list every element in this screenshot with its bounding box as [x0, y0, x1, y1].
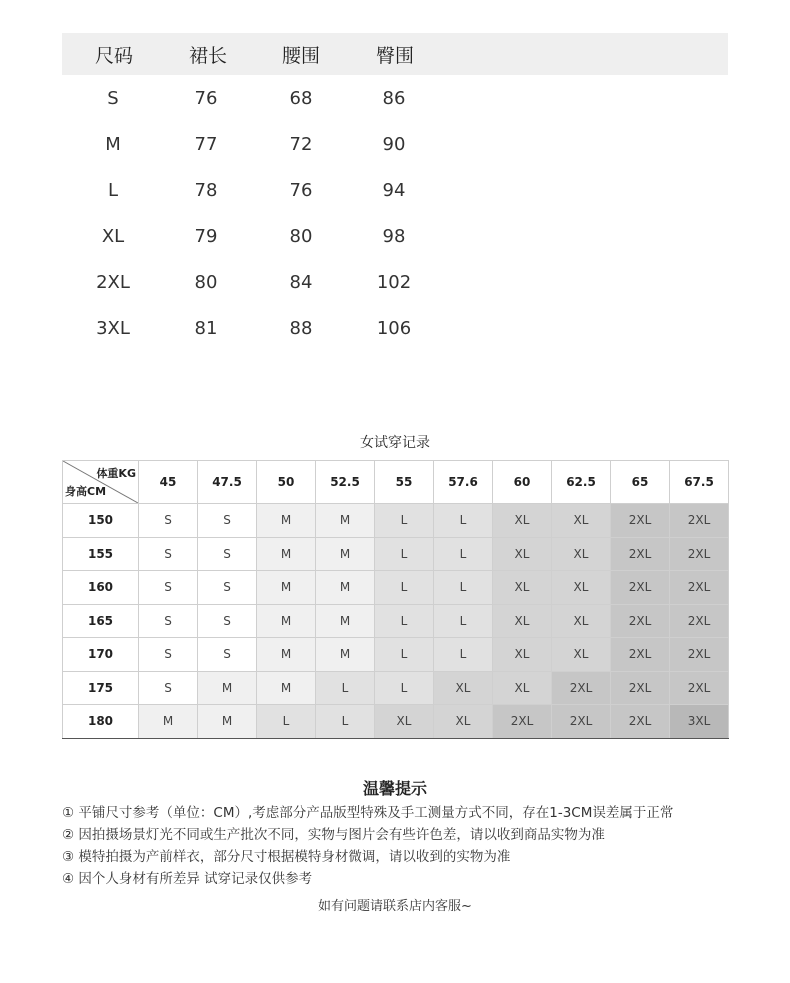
size-row [62, 259, 728, 305]
recommended-size-cell: 2XL [670, 537, 729, 571]
recommended-size-cell: 2XL [670, 504, 729, 538]
height-header: 165 [63, 604, 139, 638]
height-header: 170 [63, 638, 139, 672]
recommended-size-cell: XL [375, 705, 434, 739]
recommended-size-cell: XL [434, 671, 493, 705]
weight-header: 65 [611, 461, 670, 504]
tip-item: ④ 因个人身材有所差异 试穿记录仅供参考 [62, 871, 313, 887]
recommended-size-cell: 2XL [670, 671, 729, 705]
weight-header: 45 [139, 461, 198, 504]
recommended-size-cell: 3XL [670, 705, 729, 739]
recommended-size-cell: 2XL [611, 671, 670, 705]
waist-cell: 80 [289, 225, 313, 247]
recommended-size-cell: XL [552, 571, 611, 605]
recommended-size-cell: 2XL [611, 504, 670, 538]
recommended-size-cell: S [198, 604, 257, 638]
size-cell: 2XL [96, 271, 130, 293]
recommended-size-cell: L [375, 571, 434, 605]
recommended-size-cell: M [316, 604, 375, 638]
recommended-size-cell: XL [434, 705, 493, 739]
tryon-row [63, 638, 729, 672]
size-chart [62, 33, 728, 351]
tryon-row [63, 537, 729, 571]
height-header: 180 [63, 705, 139, 739]
tryon-body [63, 504, 729, 739]
tips-list [62, 802, 762, 890]
size-row [62, 167, 728, 213]
hip-cell: 86 [382, 87, 406, 109]
skirt-length-cell: 77 [194, 133, 218, 155]
size-row [62, 121, 728, 167]
recommended-size-cell: 2XL [611, 537, 670, 571]
hip-cell: 90 [382, 133, 406, 155]
waist-cell: 88 [289, 317, 313, 339]
tryon-row [63, 604, 729, 638]
size-row [62, 305, 728, 351]
recommended-size-cell: L [316, 705, 375, 739]
recommended-size-cell: M [257, 571, 316, 605]
recommended-size-cell: M [316, 638, 375, 672]
skirt-length-cell: 76 [194, 87, 218, 109]
recommended-size-cell: L [375, 671, 434, 705]
recommended-size-cell: XL [552, 504, 611, 538]
recommended-size-cell: XL [493, 638, 552, 672]
weight-header: 57.6 [434, 461, 493, 504]
recommended-size-cell: L [434, 638, 493, 672]
recommended-size-cell: 2XL [552, 671, 611, 705]
recommended-size-cell: S [198, 504, 257, 538]
tryon-title: 女试穿记录 [360, 435, 430, 451]
recommended-size-cell: XL [552, 604, 611, 638]
tryon-row [63, 671, 729, 705]
hip-cell: 98 [382, 225, 406, 247]
tryon-row [63, 571, 729, 605]
weight-header: 62.5 [552, 461, 611, 504]
recommended-size-cell: S [139, 504, 198, 538]
recommended-size-cell: S [139, 571, 198, 605]
recommended-size-cell: L [434, 504, 493, 538]
skirt-length-cell: 78 [194, 179, 218, 201]
waist-cell: 68 [289, 87, 313, 109]
recommended-size-cell: S [198, 537, 257, 571]
skirt-length-cell: 81 [194, 317, 218, 339]
recommended-size-cell: M [198, 671, 257, 705]
recommended-size-cell: L [375, 537, 434, 571]
recommended-size-cell: M [316, 571, 375, 605]
size-cell: L [107, 179, 119, 201]
recommended-size-cell: L [434, 571, 493, 605]
recommended-size-cell: M [316, 537, 375, 571]
recommended-size-cell: XL [493, 604, 552, 638]
recommended-size-cell: M [257, 537, 316, 571]
recommended-size-cell: M [316, 504, 375, 538]
recommended-size-cell: XL [493, 671, 552, 705]
recommended-size-cell: 2XL [611, 638, 670, 672]
recommended-size-cell: S [198, 638, 257, 672]
recommended-size-cell: L [375, 504, 434, 538]
hip-cell: 106 [376, 317, 412, 339]
recommended-size-cell: S [139, 604, 198, 638]
size-row [62, 75, 728, 121]
recommended-size-cell: XL [493, 571, 552, 605]
recommended-size-cell: 2XL [493, 705, 552, 739]
recommended-size-cell: M [257, 604, 316, 638]
weight-header: 60 [493, 461, 552, 504]
weight-axis-label: 体重KG [96, 467, 136, 480]
height-header: 175 [63, 671, 139, 705]
recommended-size-cell: 2XL [611, 604, 670, 638]
tryon-row [63, 705, 729, 739]
weight-header: 55 [375, 461, 434, 504]
hip-cell: 94 [382, 179, 406, 201]
header-size: 尺码 [94, 44, 133, 67]
skirt-length-cell: 79 [194, 225, 218, 247]
recommended-size-cell: S [139, 638, 198, 672]
size-cell: 3XL [96, 317, 130, 339]
recommended-size-cell: 2XL [670, 604, 729, 638]
recommended-size-cell: XL [493, 537, 552, 571]
waist-cell: 76 [289, 179, 313, 201]
recommended-size-cell: M [257, 504, 316, 538]
tip-item: ③ 模特拍摄为产前样衣，部分尺寸根据模特身材微调，请以收到的实物为准 [62, 849, 511, 865]
size-cell: S [107, 87, 119, 109]
recommended-size-cell: L [434, 604, 493, 638]
waist-cell: 84 [289, 271, 313, 293]
header-waist: 腰围 [281, 44, 320, 67]
tip-item: ① 平铺尺寸参考（单位：CM）,考虑部分产品版型特殊及手工测量方式不同，存在1-3CM误差属于正常 [62, 805, 674, 821]
weight-header: 52.5 [316, 461, 375, 504]
weight-header: 67.5 [670, 461, 729, 504]
tip-item: ② 因拍摄场景灯光不同或生产批次不同，实物与图片会有些许色差，请以收到商品实物为准 [62, 827, 605, 843]
skirt-length-cell: 80 [194, 271, 218, 293]
recommended-size-cell: XL [552, 638, 611, 672]
height-header: 160 [63, 571, 139, 605]
recommended-size-cell: XL [552, 537, 611, 571]
contact-note: 如有问题请联系店内客服~ [318, 899, 472, 914]
recommended-size-cell: M [139, 705, 198, 739]
recommended-size-cell: 2XL [670, 638, 729, 672]
size-cell: XL [101, 225, 125, 247]
recommended-size-cell: S [139, 537, 198, 571]
size-chart-header [62, 33, 728, 75]
size-row [62, 213, 728, 259]
recommended-size-cell: L [434, 537, 493, 571]
size-chart-body [62, 75, 728, 351]
recommended-size-cell: 2XL [611, 705, 670, 739]
recommended-size-cell: L [375, 604, 434, 638]
recommended-size-cell: M [257, 671, 316, 705]
header-skirt-length: 裙长 [188, 44, 227, 67]
tips-title: 温馨提示 [362, 779, 427, 798]
recommended-size-cell: S [139, 671, 198, 705]
recommended-size-cell: L [257, 705, 316, 739]
tryon-corner-cell [63, 461, 139, 504]
height-header: 155 [63, 537, 139, 571]
waist-cell: 72 [289, 133, 313, 155]
size-cell: M [105, 133, 121, 155]
recommended-size-cell: L [375, 638, 434, 672]
recommended-size-cell: XL [493, 504, 552, 538]
tryon-row [63, 504, 729, 538]
weight-header: 50 [257, 461, 316, 504]
recommended-size-cell: 2XL [611, 571, 670, 605]
recommended-size-cell: 2XL [552, 705, 611, 739]
tryon-header-row [63, 461, 729, 504]
hip-cell: 102 [376, 271, 412, 293]
height-axis-label: 身高CM [65, 485, 107, 498]
recommended-size-cell: 2XL [670, 571, 729, 605]
height-header: 150 [63, 504, 139, 538]
recommended-size-cell: M [198, 705, 257, 739]
tryon-table [62, 460, 729, 739]
header-hip: 臀围 [375, 44, 414, 67]
weight-header: 47.5 [198, 461, 257, 504]
recommended-size-cell: S [198, 571, 257, 605]
recommended-size-cell: L [316, 671, 375, 705]
recommended-size-cell: M [257, 638, 316, 672]
